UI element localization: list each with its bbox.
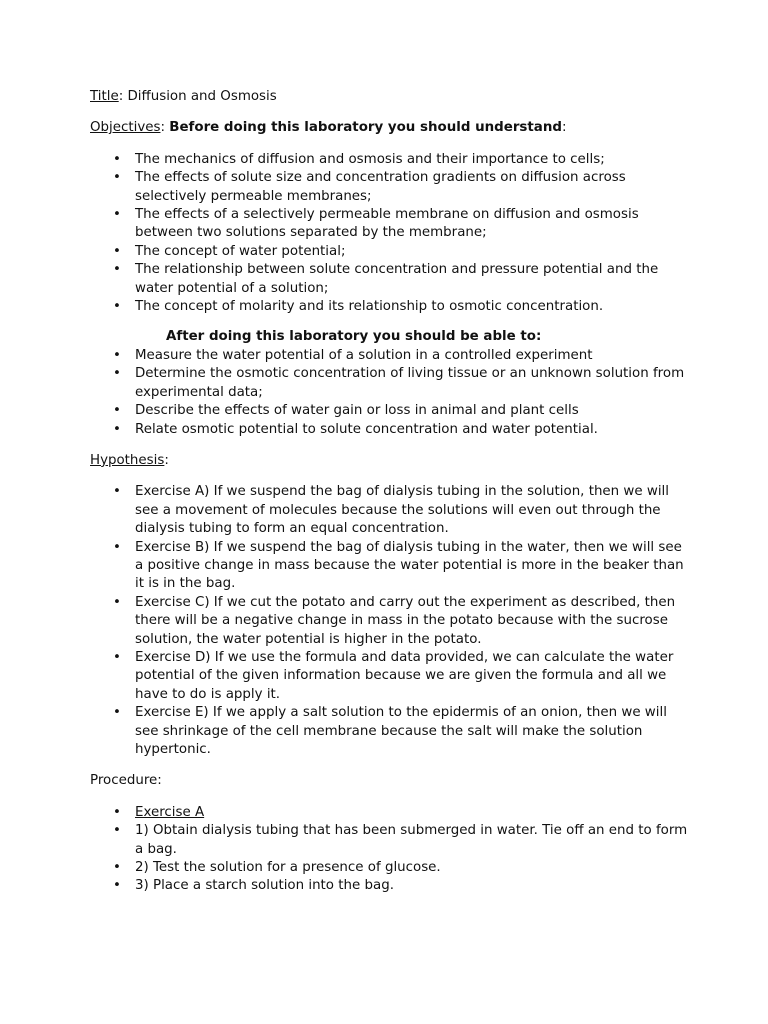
list-item: • The mechanics of diffusion and osmosis and their importance to cells; <box>90 151 690 169</box>
list-item: • Exercise B) If we suspend the bag of dialysis tubing in the water, then we will see a positive change in mass because the water potential is more in the beaker than it is in the bag. <box>90 539 690 594</box>
objectives-lead-end: : <box>561 120 567 136</box>
list-item: • Exercise A) If we suspend the bag of dialysis tubing in the solution, then we will see a movement of molecules because the solutions will even out through the dialysis tubing to form an equal concentration. <box>90 483 690 538</box>
hypothesis-colon: : <box>164 452 169 468</box>
list-item: • The concept of molarity and its relationship to osmotic concentration. <box>90 298 690 316</box>
procedure-list <box>90 804 690 896</box>
list-item: • 1) Obtain dialysis tubing that has been submerged in water. Tie off an end to form a bag. <box>90 822 690 859</box>
objectives-after-list <box>90 347 690 439</box>
objectives-line <box>90 119 690 137</box>
list-item: • Measure the water potential of a solution in a controlled experiment <box>90 347 690 365</box>
list-item: • The effects of a selectively permeable membrane on diffusion and osmosis between two solutions separated by the membrane; <box>90 206 690 243</box>
list-item: • Exercise C) If we cut the potato and carry out the experiment as described, then there will be a negative change in mass in the potato because with the sucrose solution, the water potential is higher in the potato. <box>90 594 690 649</box>
list-item <box>90 804 690 822</box>
objectives-colon: : <box>160 120 170 136</box>
objectives-lead: Before doing this laboratory you should understand <box>169 120 562 136</box>
list-item: • Relate osmotic potential to solute concentration and water potential. <box>90 421 690 439</box>
procedure-exercise-label: Exercise A <box>135 804 205 820</box>
title-line <box>90 88 690 106</box>
procedure-label: Procedure: <box>90 773 162 789</box>
list-item: • 2) Test the solution for a presence of glucose. <box>90 859 690 877</box>
objectives-before-list <box>90 151 690 317</box>
document-page <box>90 88 690 896</box>
list-item: • The relationship between solute concentration and pressure potential and the water potential of a solution; <box>90 261 690 298</box>
title-label: Title <box>90 89 119 104</box>
objectives-after-heading: After doing this laboratory you should be able to: <box>166 329 542 345</box>
list-item: • 3) Place a starch solution into the bag. <box>90 877 690 895</box>
list-item: • The concept of water potential; <box>90 243 690 261</box>
list-item: • Exercise E) If we apply a salt solution to the epidermis of an onion, then we will see shrinkage of the cell membrane because the salt will make the solution hypertonic. <box>90 704 690 759</box>
hypothesis-list <box>90 483 690 759</box>
objectives-label: Objectives <box>90 120 161 136</box>
list-item: • Exercise D) If we use the formula and data provided, we can calculate the water potential of the given information because we are given the formula and all we have to do is apply it. <box>90 649 690 704</box>
hypothesis-label: Hypothesis <box>90 452 165 468</box>
title-text: : Diffusion and Osmosis <box>118 89 277 104</box>
hypothesis-line <box>90 452 690 470</box>
list-item: • Describe the effects of water gain or loss in animal and plant cells <box>90 402 690 420</box>
list-item: • The effects of solute size and concentration gradients on diffusion across selectively permeable membranes; <box>90 169 690 206</box>
list-item: • Determine the osmotic concentration of living tissue or an unknown solution from experimental data; <box>90 365 690 402</box>
